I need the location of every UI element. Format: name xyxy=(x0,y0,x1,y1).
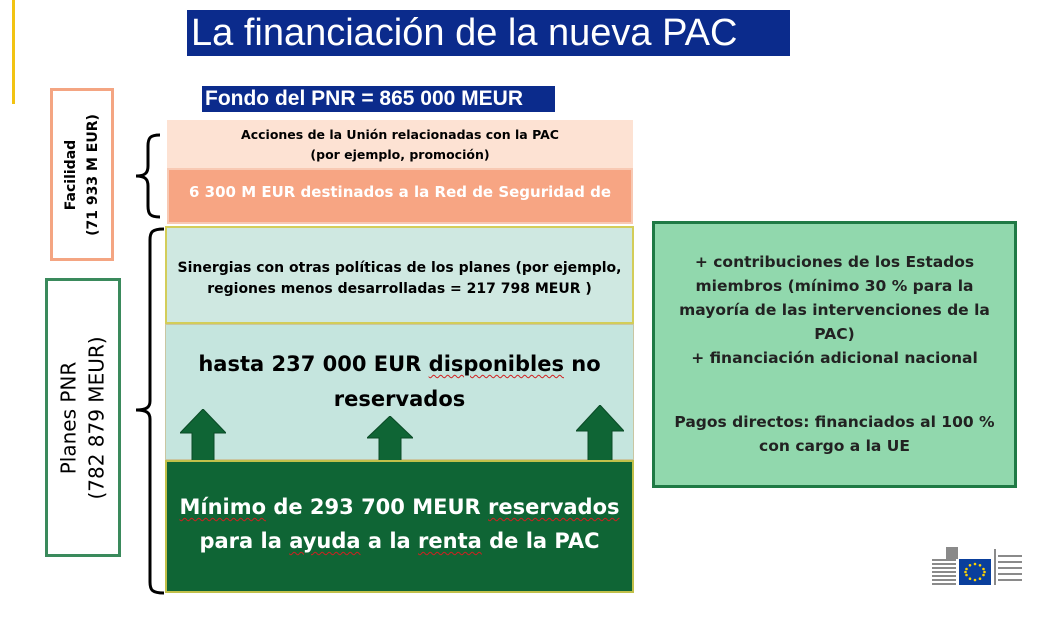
accent-line xyxy=(12,0,15,104)
european-commission-logo-icon xyxy=(932,545,1024,589)
up-arrow-icon xyxy=(367,416,413,462)
plans-amount: (782 879 MEUR) xyxy=(85,335,110,500)
fund-total-heading: Fondo del PNR = 865 000 MEUR xyxy=(202,86,555,112)
plans-label-text xyxy=(55,336,111,499)
contributions-line: + financiación adicional nacional xyxy=(691,349,978,367)
contributions-line: PAC) xyxy=(814,325,855,343)
facility-brace xyxy=(128,132,168,220)
unreserved-part3: no xyxy=(563,352,601,376)
minimum-part1: Mínimo xyxy=(179,495,267,519)
minimum-part4: para la xyxy=(199,529,290,553)
facility-label-box xyxy=(50,88,114,261)
union-actions-line1: Acciones de la Unión relacionadas con la PAC xyxy=(241,127,559,142)
minimum-part8: de la PAC xyxy=(481,529,600,553)
unreserved-text xyxy=(166,347,633,417)
page-title: La financiación de la nueva PAC xyxy=(187,10,790,56)
synergies-line1: Sinergias con otras políticas de los planes (por ejemplo, xyxy=(177,260,622,276)
union-actions-box xyxy=(167,120,633,168)
minimum-part3: reservados xyxy=(488,495,620,519)
synergies-line2: regiones menos desarrolladas = 217 798 MEUR ) xyxy=(207,281,592,297)
unreserved-part1: hasta 237 000 EUR xyxy=(198,352,429,376)
minimum-line2 xyxy=(167,524,632,558)
contributions-line: + contribuciones de los Estados xyxy=(694,253,975,271)
unreserved-line2: reservados xyxy=(333,387,466,411)
facility-label-text xyxy=(60,114,104,236)
plans-brace xyxy=(128,226,168,596)
synergies-box xyxy=(165,226,634,324)
facility-label: Facilidad xyxy=(63,139,79,210)
plans-label: Planes PNR xyxy=(57,361,82,474)
contributions-list xyxy=(655,224,1014,370)
minimum-reserved-box xyxy=(165,460,634,593)
contributions-line: mayoría de las intervenciones de la xyxy=(679,301,990,319)
up-arrow-icon xyxy=(576,405,624,462)
direct-payments-line: con cargo a la UE xyxy=(759,437,910,455)
contributions-box xyxy=(652,221,1017,488)
facility-amount: (71 933 M EUR) xyxy=(85,113,101,236)
safety-net-box xyxy=(167,168,633,224)
direct-payments xyxy=(655,410,1014,458)
safety-net-text: 6 300 M EUR destinados a la Red de Seguridad de xyxy=(189,183,611,201)
plans-label-box xyxy=(45,278,121,557)
minimum-part5: ayuda xyxy=(289,529,361,553)
direct-payments-line: Pagos directos: financiados al 100 % xyxy=(674,413,995,431)
minimum-part6: a la xyxy=(360,529,419,553)
minimum-part7: renta xyxy=(418,529,482,553)
unreserved-part2: disponibles xyxy=(428,352,564,376)
union-actions-line2: (por ejemplo, promoción) xyxy=(310,147,490,162)
minimum-part2: de 293 700 MEUR xyxy=(266,495,488,519)
up-arrow-icon xyxy=(180,409,226,463)
contributions-line: miembros (mínimo 30 % para la xyxy=(695,277,974,295)
minimum-line1 xyxy=(167,490,632,524)
